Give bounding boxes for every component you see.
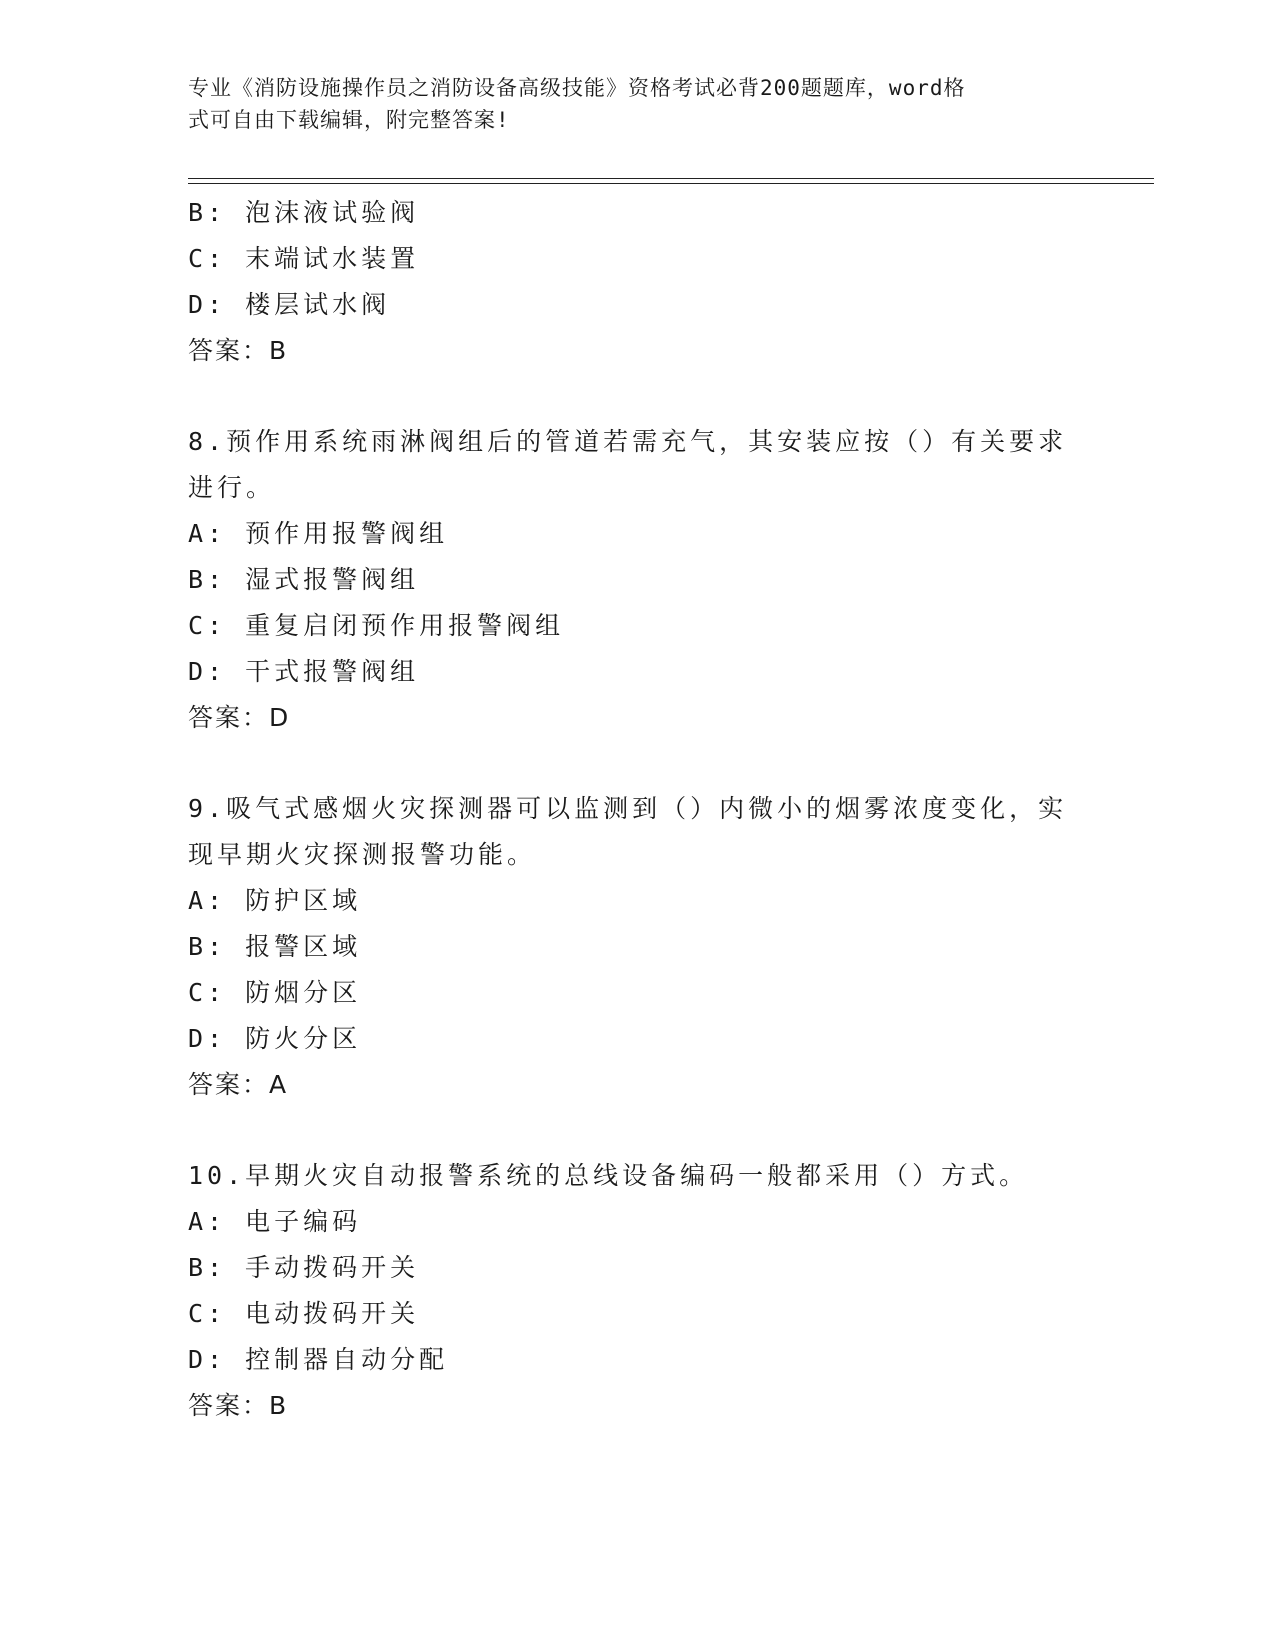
option-b: B: 泡沫液试验阀	[188, 198, 420, 227]
option-a: A: 预作用报警阀组	[188, 519, 449, 548]
option-d: D: 干式报警阀组	[188, 657, 420, 686]
option-c: C: 重复启闭预作用报警阀组	[188, 611, 565, 640]
option-b: B: 报警区域	[188, 932, 362, 961]
question-stem-continued: 进行。	[188, 473, 276, 502]
question-stem-continued: 现早期火灾探测报警功能。	[188, 840, 537, 869]
option-c: C: 防烟分区	[188, 978, 362, 1007]
option-a: A: 电子编码	[188, 1207, 362, 1236]
question-block-8	[188, 419, 1068, 741]
answer-line: 答案：B	[188, 1391, 289, 1420]
question-stem: 10.早期火灾自动报警系统的总线设备编码一般都采用（）方式。	[188, 1161, 1029, 1190]
header-divider-top	[188, 178, 1154, 179]
question-stem: 8.预作用系统雨淋阀组后的管道若需充气，其安装应按（）有关要求	[188, 427, 1068, 456]
option-c: C: 末端试水装置	[188, 244, 420, 273]
option-c: C: 电动拨码开关	[188, 1299, 420, 1328]
option-d: D: 防火分区	[188, 1024, 362, 1053]
question-block-10	[188, 1153, 1068, 1429]
header-divider-bottom	[188, 183, 1154, 184]
option-b: B: 湿式报警阀组	[188, 565, 420, 594]
answer-line: 答案：D	[188, 703, 291, 732]
carryover-block	[188, 190, 1068, 374]
option-d: D: 控制器自动分配	[188, 1345, 449, 1374]
header-line-2: 式可自由下载编辑，附完整答案!	[188, 108, 510, 132]
option-d: D: 楼层试水阀	[188, 290, 391, 319]
option-a: A: 防护区域	[188, 886, 362, 915]
header-line-1: 专业《消防设施操作员之消防设备高级技能》资格考试必背200题题库，word格	[188, 76, 966, 100]
question-block-9	[188, 786, 1068, 1108]
document-header	[188, 72, 1068, 136]
option-b: B: 手动拨码开关	[188, 1253, 420, 1282]
answer-line: 答案：B	[188, 336, 289, 365]
question-list	[188, 190, 1068, 1429]
answer-line: 答案：A	[188, 1070, 289, 1099]
question-stem: 9.吸气式感烟火灾探测器可以监测到（）内微小的烟雾浓度变化，实	[188, 794, 1068, 823]
